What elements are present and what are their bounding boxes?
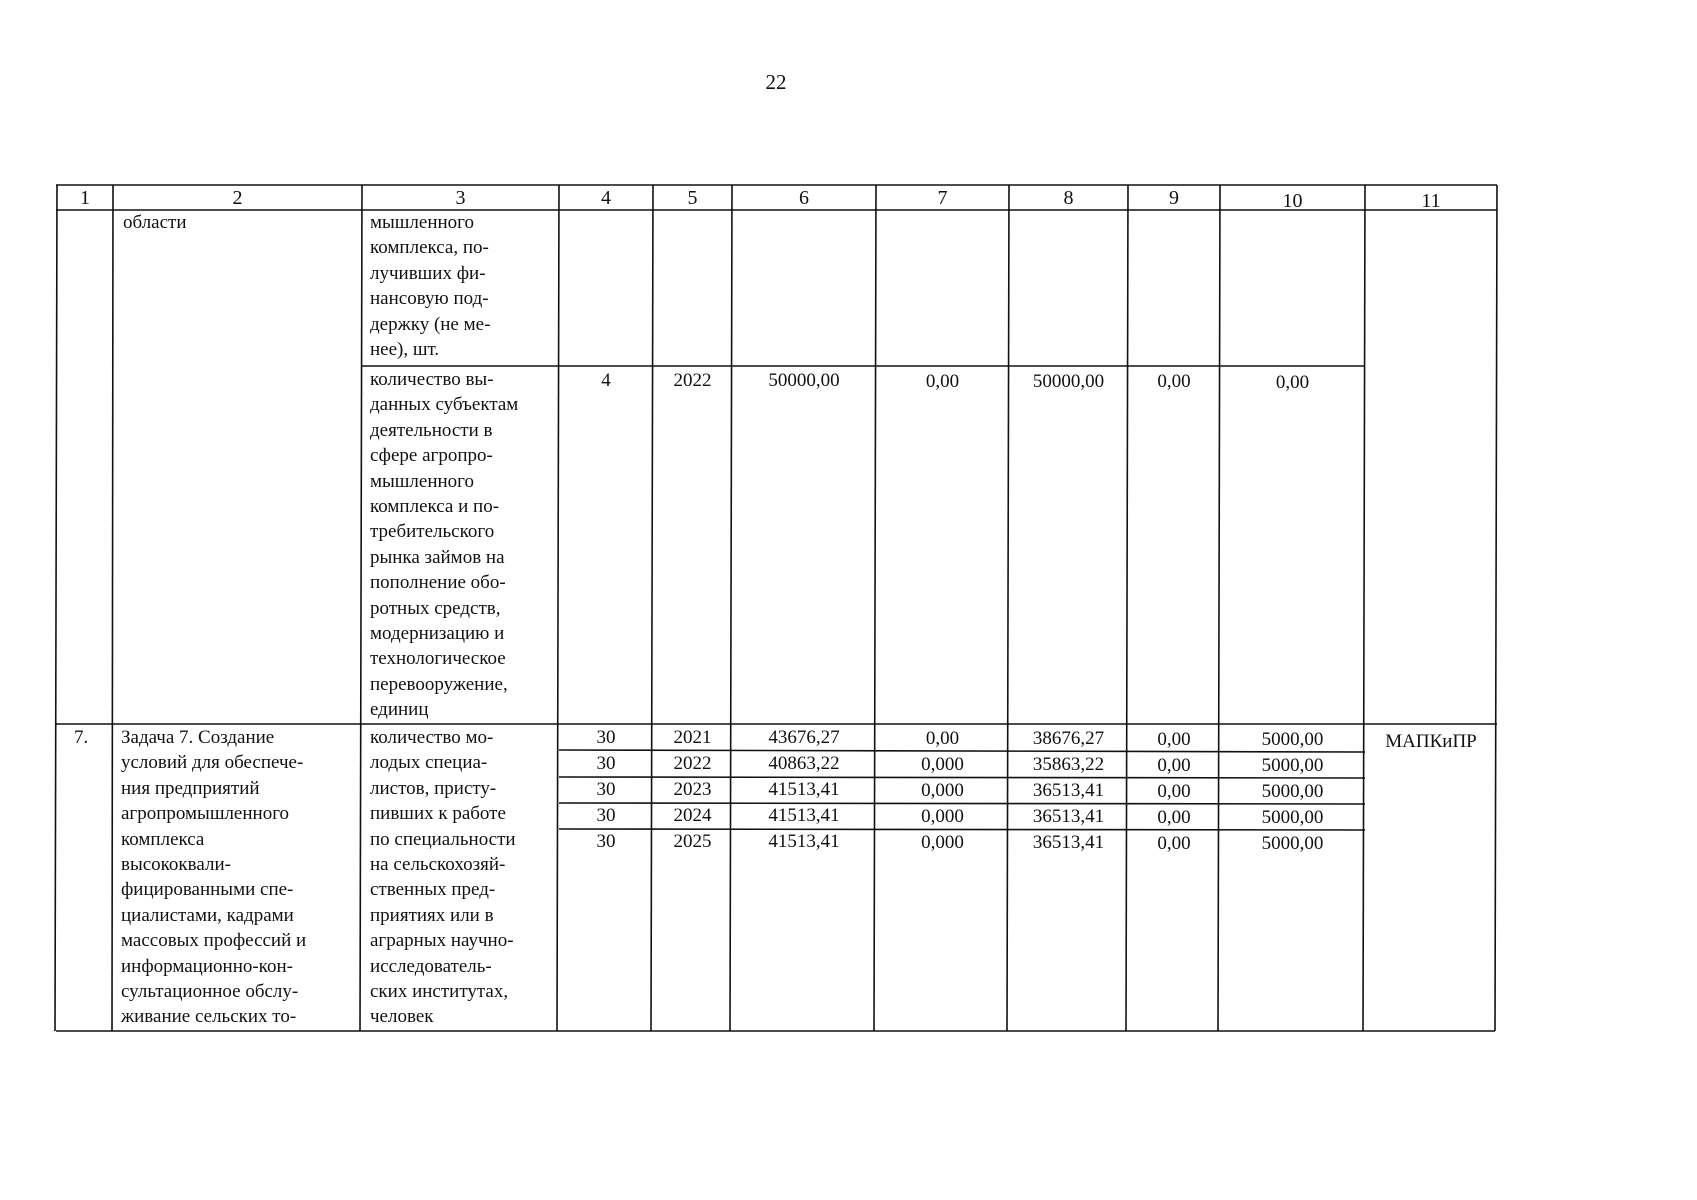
block1-indicator-text: мышленного комплекса, по- лучивших фи- нансовую под- держку (не ме- нее), шт. <box>370 212 491 361</box>
loans-col10: 0,00 <box>1275 372 1310 393</box>
table-row-2022-col7: 0,000 <box>921 754 964 775</box>
header-col-10: 10 <box>1282 190 1303 212</box>
table-row-2021-col4: 30 <box>596 727 616 748</box>
header-col-8: 8 <box>1063 187 1074 209</box>
table-row-2021-col10: 5000,00 <box>1261 729 1324 750</box>
table-row-2025-col10: 5000,00 <box>1261 833 1324 854</box>
table-row-2023-col9: 0,00 <box>1157 781 1191 802</box>
loans-year: 2022 <box>673 370 712 391</box>
header-col-3: 3 <box>455 187 466 209</box>
loans-indicator-text: количество вы- данных субъектам деятельности в сфере агропро- мышленного комплекса и по- требительского рынка займов на пополнение обо- ротных средств, модернизацию и технологическое перевооружение, единиц <box>370 369 519 721</box>
header-col-9: 9 <box>1169 187 1179 209</box>
table-row-2024-col9: 0,00 <box>1157 807 1191 828</box>
header-col-2: 2 <box>232 187 243 209</box>
loans-col8: 50000,00 <box>1032 371 1105 392</box>
table-row-2025-year: 2025 <box>673 831 712 852</box>
header-col-7: 7 <box>937 187 948 209</box>
table-row-2021-total: 43676,27 <box>768 727 840 748</box>
table-row-2023-year: 2023 <box>673 779 712 800</box>
table-row-2022-col8: 35863,22 <box>1032 754 1105 775</box>
task7-indicator-text: количество мо- лодых специа- листов, присту- пивших к работе по специальности на сельскохозяй- ственных пред- приятиях или в аграрных научно- исследователь- ских институтах, человек <box>370 727 516 1028</box>
loans-col9: 0,00 <box>1157 371 1191 392</box>
table-row-2024-col8: 36513,41 <box>1032 806 1105 827</box>
header-col-4: 4 <box>601 187 611 209</box>
task7-goal-text: Задача 7. Создание условий для обеспече- ния предприятий агропромышленного комплекса высококвали- фицированными спе- циалистами, кадрами массовых профессий и информационно-кон- сультационное обслу- живание сельских то- <box>121 727 307 1028</box>
table-row-2021-year: 2021 <box>673 727 712 748</box>
table-row-2023-col8: 36513,41 <box>1032 780 1105 801</box>
table-row-2022-col10: 5000,00 <box>1261 755 1324 776</box>
loans-value-col4: 4 <box>601 370 611 391</box>
table-row-2024-col10: 5000,00 <box>1261 807 1324 828</box>
loans-total: 50000,00 <box>768 370 840 391</box>
task7-responsible: МАПКиПР <box>1385 731 1477 752</box>
table-row-2021-col8: 38676,27 <box>1032 728 1105 749</box>
table-row-2022-total: 40863,22 <box>768 753 840 774</box>
block1-goal-text: области <box>123 212 187 233</box>
table-row-2025-col7: 0,000 <box>921 832 964 853</box>
header-col-1: 1 <box>80 187 90 209</box>
header-col-5: 5 <box>687 187 698 209</box>
table-row-2024-col7: 0,000 <box>921 806 964 827</box>
page-number: 22 <box>765 70 787 94</box>
header-col-11: 11 <box>1421 190 1441 212</box>
table-row-2021-col9: 0,00 <box>1157 729 1191 750</box>
task7-number: 7. <box>74 727 89 748</box>
table-row-2023-col7: 0,000 <box>921 780 964 801</box>
header-col-6: 6 <box>799 187 809 209</box>
table-row-2025-total: 41513,41 <box>768 831 840 852</box>
table-row-2023-col4: 30 <box>596 779 616 800</box>
table-row-2022-year: 2022 <box>673 753 712 774</box>
table-row-2025-col4: 30 <box>596 831 616 852</box>
table-row-2025-col9: 0,00 <box>1157 833 1191 854</box>
table-row-2022-col4: 30 <box>596 753 616 774</box>
table-row-2024-total: 41513,41 <box>768 805 840 826</box>
table-row-2024-year: 2024 <box>673 805 712 826</box>
table-row-2024-col4: 30 <box>596 805 616 826</box>
table-row-2023-col10: 5000,00 <box>1261 781 1324 802</box>
table-row-2025-col8: 36513,41 <box>1032 832 1105 853</box>
table-row-2022-col9: 0,00 <box>1157 755 1191 776</box>
table-row-2023-total: 41513,41 <box>768 779 840 800</box>
loans-col7: 0,00 <box>925 371 960 392</box>
table-row-2021-col7: 0,00 <box>925 728 960 749</box>
